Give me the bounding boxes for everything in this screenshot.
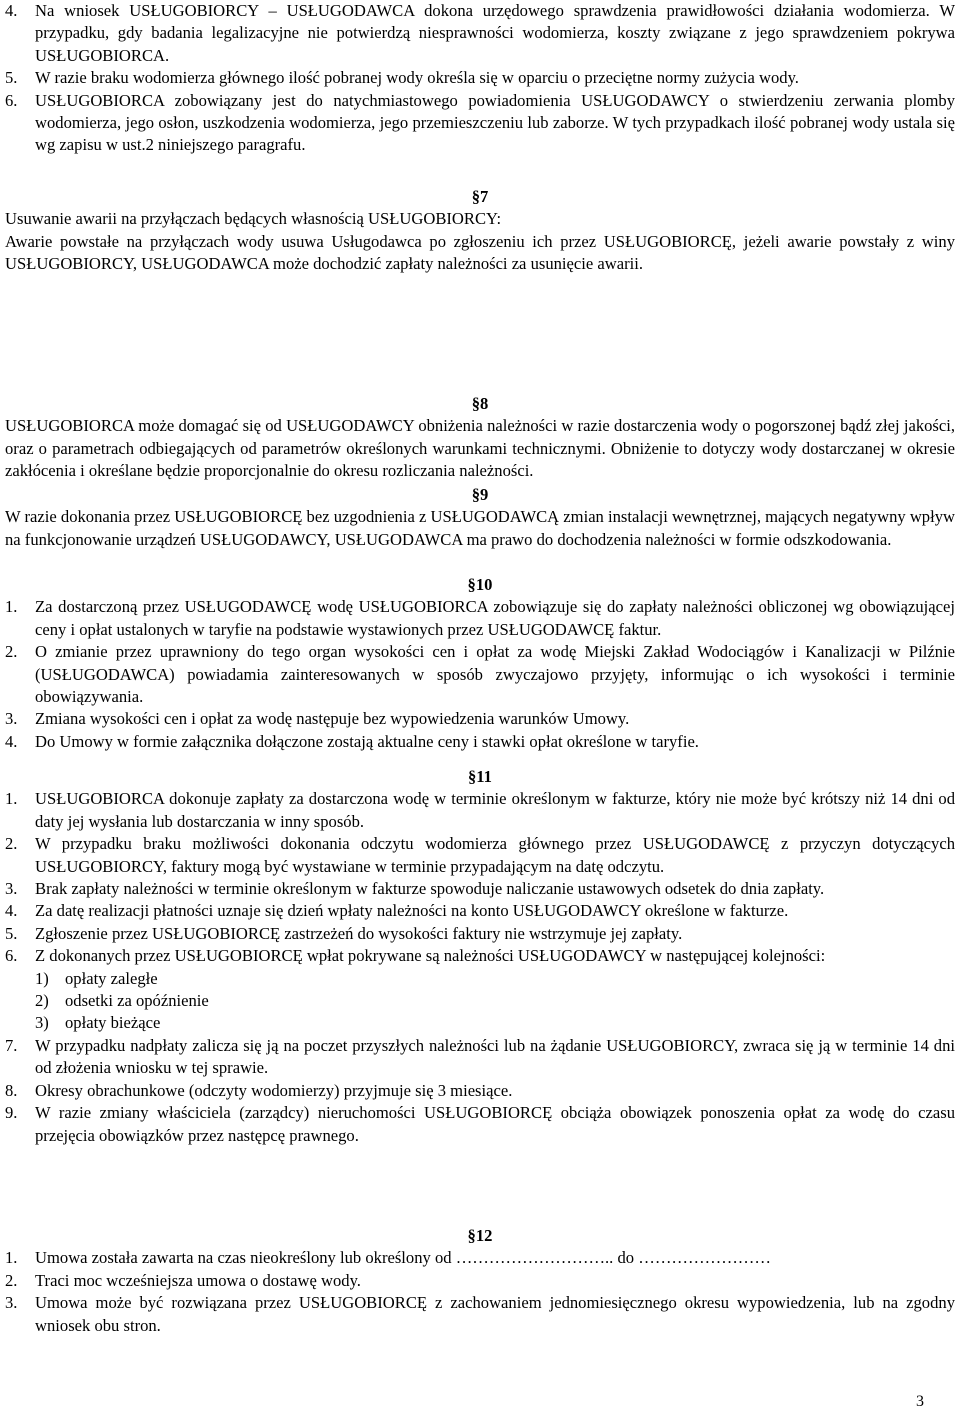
section-text: Awarie powstałe na przyłączach wody usuwa Usługodawca po zgłoszeniu ich przez USŁUGOBIORCĘ, jeżeli awarie powstały z winy USŁUGOBIORCY, USŁUGODAWCA może dochodzić zapłaty należności za usunięcie awarii. (5, 231, 955, 274)
item-text: Traci moc wcześniejsza umowa o dostawę wody. (35, 1270, 361, 1290)
section-title-line: Usuwanie awarii na przyłączach będących własnością USŁUGOBIORCY: (5, 209, 502, 229)
item-text: Zmiana wysokości cen i opłat za wodę następuje bez wypowiedzenia warunków Umowy. (35, 709, 630, 729)
item-text: W przypadku braku możliwości dokonania odczytu wodomierza głównego przez USŁUGODAWCĘ z przyczyn dotyczących USŁUGOBIORCY, faktury mogą być wystawiane w terminie przypadającym na datę odczytu. (35, 834, 955, 876)
section-heading: §7 (471, 187, 489, 206)
section-heading: §9 (471, 485, 489, 504)
list-item (5, 788, 955, 833)
list-item (5, 1080, 955, 1102)
list-item (5, 90, 955, 157)
list-item (5, 833, 955, 878)
item-text: W razie braku wodomierza głównego ilość pobranej wody określa się w oparciu o przeciętne normy zużycia wody. (35, 68, 799, 88)
item-number: 4. (5, 901, 18, 921)
list-item (5, 0, 955, 67)
list-item (5, 923, 955, 945)
list-item (5, 945, 955, 967)
item-number: 2. (5, 642, 18, 662)
section-heading: §8 (471, 394, 489, 413)
section-heading: §10 (467, 575, 493, 594)
item-number: 6. (5, 946, 18, 966)
subitem-text: opłaty bieżące (65, 1013, 161, 1033)
item-text: Zgłoszenie przez USŁUGOBIORCĘ zastrzeżeń do wysokości faktury nie wstrzymuje jej zapłaty. (35, 923, 683, 943)
section-11 (5, 766, 955, 1147)
item-text: Za datę realizacji płatności uznaje się dzień wpłaty należności na konto USŁUGODAWCY określone w fakturze. (35, 901, 789, 921)
section-10 (5, 574, 955, 753)
list-item (5, 878, 955, 900)
section-text: W razie dokonania przez USŁUGOBIORCĘ bez uzgodnienia z USŁUGODAWCĄ zmian instalacji wewnętrznej, mających negatywny wpływ na funkcjonowanie urządzeń USŁUGODAWCY, USŁUGODAWCA ma prawo do dochodzenia należności w formie odszkodowania. (5, 507, 955, 549)
list-item (5, 596, 955, 641)
item-text: Brak zapłaty należności w terminie określonym w fakturze spowoduje naliczanie ustawowych odsetek do dnia zapłaty. (35, 879, 825, 899)
item-number: 3. (5, 709, 18, 729)
list-item (5, 1035, 955, 1080)
list-item (5, 1292, 955, 1337)
item-text: Okresy obrachunkowe (odczyty wodomierzy) przyjmuje się 3 miesiące. (35, 1080, 513, 1100)
items-4-6 (5, 0, 955, 157)
item-number: 1. (5, 597, 18, 617)
subitem-text: odsetki za opóźnienie (65, 991, 209, 1011)
list-item (5, 708, 955, 730)
sublist-item (35, 990, 955, 1012)
item-number: 3. (5, 879, 18, 899)
sublist-item (35, 968, 955, 990)
item-text: Do Umowy w formie załącznika dołączone zostają aktualne ceny i stawki opłat określone w taryfie. (35, 731, 699, 751)
list-item (5, 67, 955, 89)
item-text: Na wniosek USŁUGOBIORCY – USŁUGODAWCA dokona urzędowego sprawdzenia prawidłowości działania wodomierza. W przypadku, gdy badania legalizacyjne nie potwierdzą niesprawności wodomierza, koszty związane z jego sprawdzeniem pokrywa USŁUGOBIORCA. (35, 1, 955, 65)
item-text: Za dostarczoną przez USŁUGODAWCĘ wodę USŁUGOBIORCA zobowiązuje się do zapłaty należności obliczonej wg obowiązującej ceny i opłat ustalonych w taryfie na podstawie wystawionych przez USŁUGODAWCĘ faktur. (35, 597, 955, 639)
item-number: 5. (5, 68, 18, 88)
item-number: 7. (5, 1035, 18, 1055)
section-12 (5, 1225, 955, 1337)
item-text: O zmianie przez uprawniony do tego organ wysokości cen i opłat za wodę Miejski Zakład Wodociągów i Kanalizacji w Pilźnie (USŁUGODAWCA) powiadamia zainteresowanych w sposób zwyczajowo przyjęty, informując o ich wysokości i terminie obowiązywania. (35, 642, 955, 707)
list-item (5, 900, 955, 922)
item-number: 6. (5, 90, 18, 110)
item-text: W przypadku nadpłaty zalicza się ją na poczet przyszłych należności lub na żądanie USŁUGOBIORCY, zwraca się ją w terminie 14 dni od złożenia wniosku w tej sprawie. (35, 1035, 955, 1078)
item-number: 4. (5, 1, 18, 20)
subitem-number: 2) (35, 991, 49, 1011)
list-item (5, 731, 955, 753)
sublist-item (35, 1012, 955, 1034)
item-number: 4. (5, 731, 18, 751)
item-text: USŁUGOBIORCA dokonuje zapłaty za dostarczona wodę w terminie określonym w fakturze, który nie może być krótszy niż 14 dni od daty jej wysłania lub dostarczania w inny sposób. (35, 789, 955, 831)
subitem-number: 3) (35, 1013, 49, 1033)
item-number: 2. (5, 1270, 18, 1290)
list-item (5, 1102, 955, 1147)
item-number: 1. (5, 789, 18, 809)
list-item (5, 641, 955, 708)
page-number: 3 (916, 1393, 924, 1410)
item-text: USŁUGOBIORCA zobowiązany jest do natychmiastowego powiadomienia USŁUGODAWCY o stwierdzeniu zerwania plomby wodomierza, jego osłon, uszkodzenia wodomierza, jego przemieszczeniu lub zaborze. W tych przypadkach ilość pobranej wody ustala się wg zapisu w ust.2 niniejszego paragrafu. (35, 90, 955, 155)
item-number: 3. (5, 1293, 18, 1313)
item-text: W razie zmiany właściciela (zarządcy) nieruchomości USŁUGOBIORCĘ obciąża obowiązek ponoszenia opłat za wodę do czasu przejęcia obowiązków przez następcę prawnego. (35, 1103, 955, 1145)
item-text: Umowa może być rozwiązana przez USŁUGOBIORCĘ z zachowaniem jednomiesięcznego okresu wypowiedzenia, lub na zgodny wniosek obu stron. (35, 1293, 955, 1335)
list-item (5, 1247, 955, 1269)
section-7 (5, 186, 955, 276)
section-8 (5, 393, 955, 483)
subitem-number: 1) (35, 968, 49, 988)
list-item (5, 1270, 955, 1292)
section-text: USŁUGOBIORCA może domagać się od USŁUGODAWCY obniżenia należności w razie dostarczenia wody o pogorszonej bądź złej jakości, oraz o parametrach odbiegających od parametrów określonych warunkami technicznymi. Obniżenie to dotyczy wody dostarczanej w okresie zakłócenia i określane będzie proporcjonalnie do okresu rozliczania należności. (5, 416, 955, 481)
item-number: 2. (5, 834, 18, 854)
section-9 (5, 484, 955, 551)
item-text: Z dokonanych przez USŁUGOBIORCĘ wpłat pokrywane są należności USŁUGODAWCY w następującej kolejności: (35, 946, 826, 966)
section-heading: §11 (468, 767, 492, 786)
section-heading: §12 (467, 1226, 493, 1245)
subitem-text: opłaty zaległe (65, 968, 158, 988)
item-text: Umowa została zawarta na czas nieokreślony lub określony od ……………………….. do …………………… (35, 1248, 771, 1268)
item-number: 9. (5, 1103, 18, 1123)
payment-order-sublist (5, 968, 955, 1035)
item-number: 5. (5, 923, 18, 943)
item-number: 8. (5, 1080, 18, 1100)
item-number: 1. (5, 1248, 18, 1268)
